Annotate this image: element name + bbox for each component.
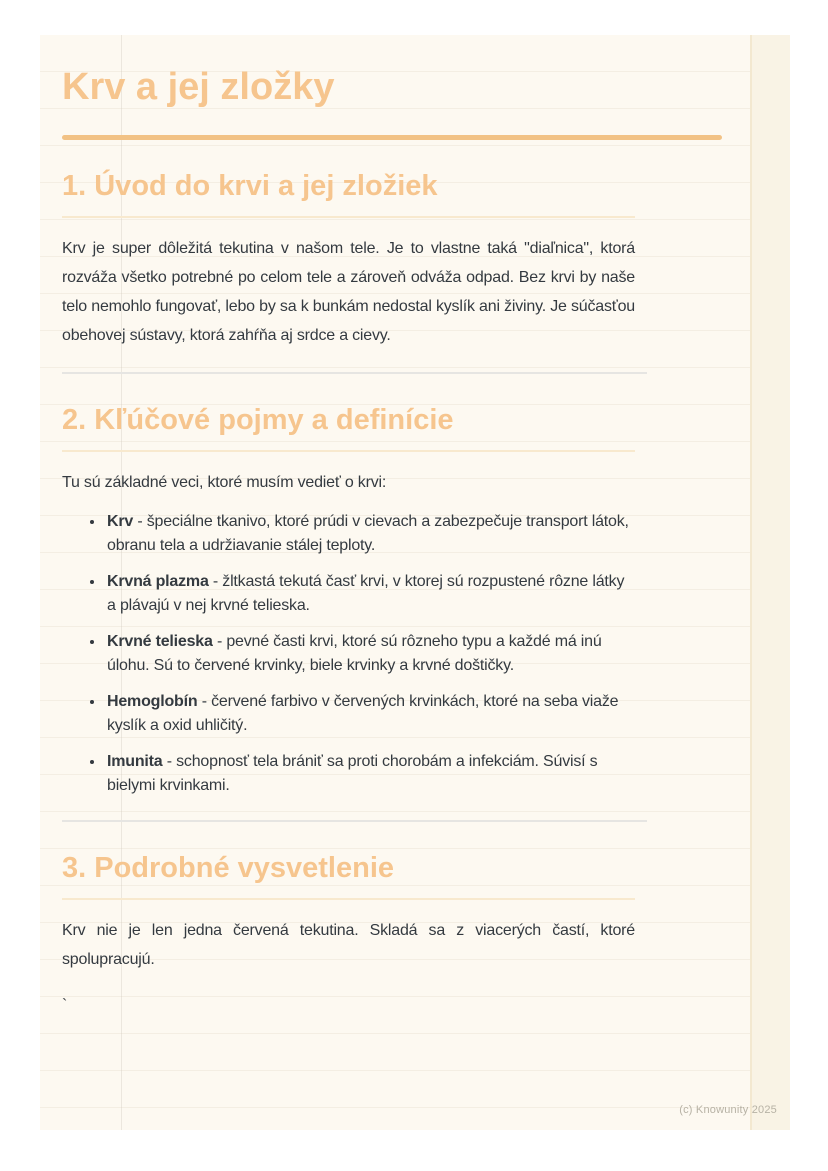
section-divider-2 [62,820,647,822]
term-definition: pevné časti krvi, ktoré sú rôzneho typu a každé má inú úlohu. Sú to červené krvinky, biele krvinky a krvné doštičky. [107,633,602,675]
document-page [40,35,790,1130]
term-separator: - [162,753,177,771]
section-1-paragraph: Krv je super dôležitá tekutina v našom tele. Je to vlastne taká "diaľnica", ktorá rozváža všetko potrebné po celom tele a zároveň odváža odpad. Bez krvi by naše telo nemohlo fungovať, lebo by sa k bunkám nedostal kyslík ani živiny. Je súčasťou obehovej sústavy, ktorá zahŕňa aj srdce a cievy. [62,239,635,344]
document-content [62,65,635,1018]
section-1-heading-underline [62,216,635,218]
stray-backtick: ` [62,997,68,1015]
term-label: Hemoglobín [107,693,198,711]
page-edge-strip [750,35,790,1130]
section-1-heading: 1. Úvod do krvi a jej zložiek [62,169,438,202]
term-item [105,509,635,558]
term-item [105,569,635,618]
page-title: Krv a jej zložky [62,66,335,108]
term-label: Krvná plazma [107,573,209,591]
footer-credit: (c) Knowunity 2025 [679,1104,777,1116]
term-separator: - [212,633,227,651]
section-divider-1 [62,372,647,374]
section-3-paragraph: Krv nie je len jedna červená tekutina. Skladá sa z viacerých častí, ktoré spolupracujú. [62,922,635,969]
term-item [105,689,635,738]
term-item [105,629,635,678]
section-2-heading-underline [62,450,635,452]
term-label: Krvné telieska [107,633,213,651]
term-separator: - [197,693,212,711]
section-3-heading-underline [62,898,635,900]
title-divider [62,135,722,140]
section-3-heading: 3. Podrobné vysvetlenie [62,852,395,885]
term-item [105,749,635,798]
key-terms-list [62,509,635,798]
term-definition: červené farbivo v červených krvinkách, ktoré na seba viaže kyslík a oxid uhličitý. [107,693,619,735]
term-label: Imunita [107,753,163,771]
term-definition: špeciálne tkanivo, ktoré prúdi v cievach a zabezpečuje transport látok, obranu tela a udržiavanie stálej teploty. [107,513,629,555]
section-2-heading: 2. Kľúčové pojmy a definície [62,403,454,436]
term-separator: - [208,573,223,591]
section-2-intro: Tu sú základné veci, ktoré musím vedieť o krvi: [62,474,387,492]
term-definition: schopnosť tela brániť sa proti chorobám a infekciám. Súvisí s bielymi krvinkami. [107,753,598,795]
term-label: Krv [107,513,134,531]
term-separator: - [133,513,147,531]
term-definition: žltkastá tekutá časť krvi, v ktorej sú rozpustené rôzne látky a plávajú v nej krvné telieska. [107,573,625,615]
